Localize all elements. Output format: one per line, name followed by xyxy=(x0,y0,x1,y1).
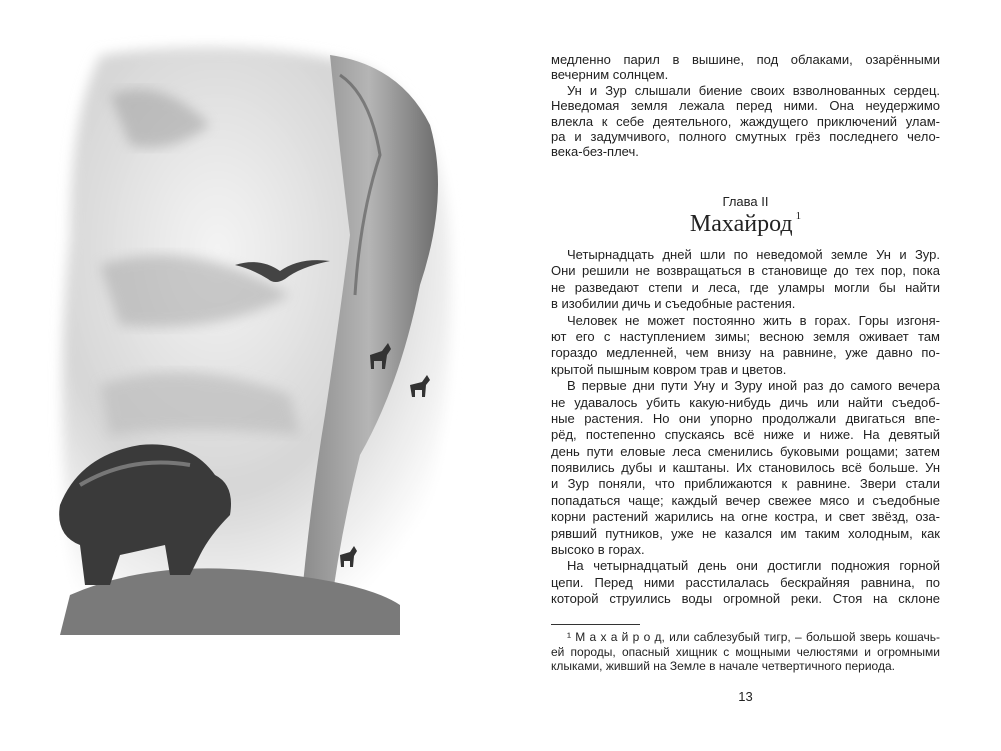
text-line: не разведают степи и леса, где уламры могли бы найти xyxy=(551,279,940,295)
text-line: ют его с наступлением зимы; весною земля оживает там xyxy=(551,328,940,344)
text-line: вечерним солнцем. xyxy=(551,67,669,83)
text-line: рявший путников, уже не казался им таким холодным, как xyxy=(551,525,940,541)
text-line: Ун и Зур слышали биение своих взволнованных сердец. xyxy=(567,82,940,98)
chapter-title xyxy=(551,210,940,238)
body-text xyxy=(551,247,940,608)
text-line: цепи. Перед ними расстилалась бескрайняя равнина, по xyxy=(551,574,940,590)
text-line: Они решили не возвращаться в становище до тех пор, пока xyxy=(551,263,940,279)
text-line: в изобилии дичь и съедобные растения. xyxy=(551,296,796,312)
text-line: медленно парил в вышине, под облаками, озарёнными xyxy=(551,52,940,67)
text-line: высоко в горах. xyxy=(551,542,645,558)
text-line: ра и задумчивого, полного смутных грёз последнего чело- xyxy=(551,128,940,144)
text-line: Четырнадцать дней шли по неведомой земле Ун и Зур. xyxy=(567,247,940,262)
text-line: день пути еловые леса сменились буковыми рощами; затем xyxy=(551,443,940,459)
footnote-line: клыками, живший на Земле в начале четвертичного периода. xyxy=(551,659,895,673)
watercolor-illustration xyxy=(40,35,480,635)
text-line: Человек не может постоянно жить в горах. Горы изгоня- xyxy=(567,312,940,328)
footnote-divider xyxy=(551,624,640,625)
footnote-line: ¹ М а х а й р о д, или саблезубый тигр, – большой зверь кошачь- xyxy=(567,630,940,644)
chapter-title-text: Махайрод xyxy=(689,211,793,237)
text-line: Неведомая земля лежала перед ними. Она неудержимо xyxy=(551,98,940,114)
text-line: века-без-плеч. xyxy=(551,144,639,160)
text-line: и Зур поняли, что приближаются к равнине. Звери стали xyxy=(551,476,940,492)
text-line: которой струились воды огромной реки. Стоя на склоне xyxy=(551,591,940,607)
text-line: На четырнадцатый день они достигли подножия горной xyxy=(567,558,940,574)
footnote xyxy=(551,630,940,674)
page-number: 13 xyxy=(738,689,753,704)
text-line: корни растений жарились на огне костра, и свет звёзд, оза- xyxy=(551,509,940,525)
footnote-line: ей породы, опасный хищник с мощными челюстями и огромными xyxy=(551,644,940,659)
text-line: появились дубы и каштаны. Их становилось всё больше. Ун xyxy=(551,460,940,476)
text-line: гораздо медленней, чем внизу на равнине, уже давно по- xyxy=(551,345,940,361)
text-line: рёд, постепенно спускаясь всё ниже и ниже. На девятый xyxy=(551,427,940,443)
footnote-mark[interactable]: 1 xyxy=(795,210,802,222)
text-line: не удавалось убить какую-нибудь дичь или найти съедоб- xyxy=(551,394,940,410)
text-line: попадаться чаще; каждый вечер свежее мясо и съедобные xyxy=(551,492,940,508)
text-line: В первые дни пути Уну и Зуру иной раз до самого вечера xyxy=(567,378,940,394)
text-line: влекла к себе деятельного, жаждущего приключений улам- xyxy=(551,113,940,129)
chapter-label: Глава II xyxy=(722,194,769,209)
text-line: ные растения. Но они упорно продолжали двигаться впе- xyxy=(551,410,940,426)
top-text xyxy=(551,52,940,160)
text-line: крытой пышным ковром трав и цветов. xyxy=(551,361,787,377)
